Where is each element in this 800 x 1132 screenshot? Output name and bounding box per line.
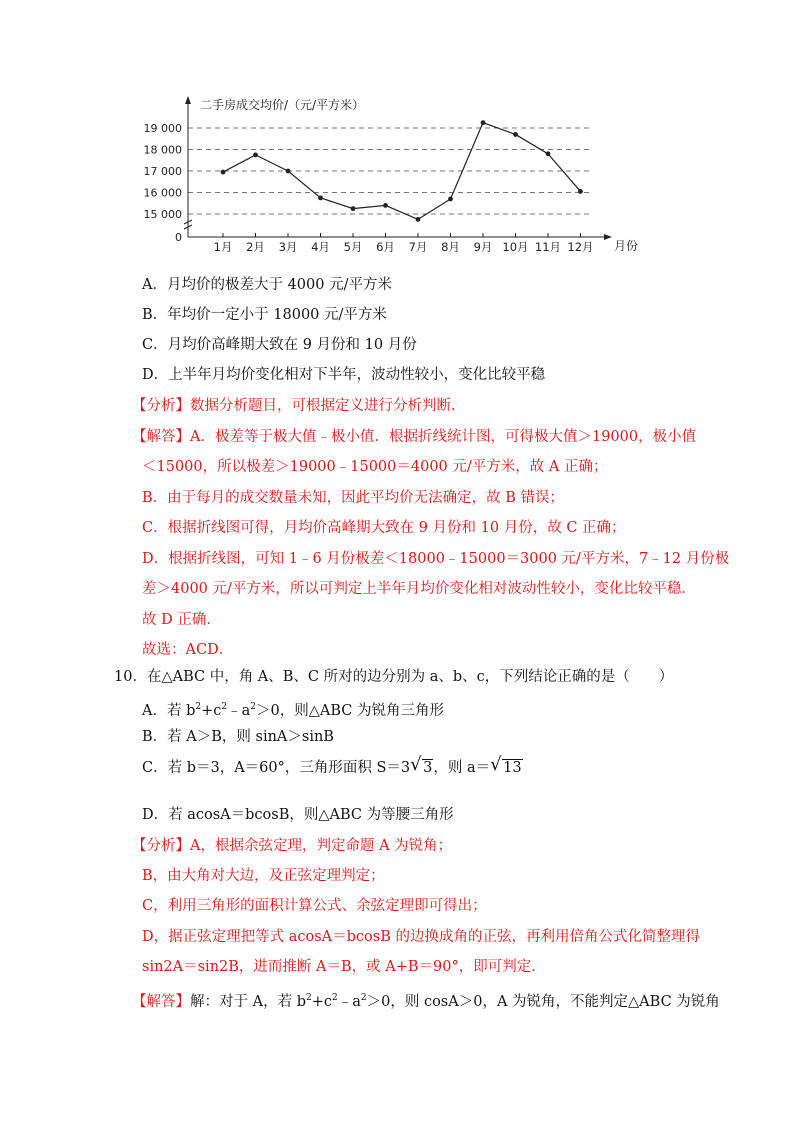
q9-option-d: D．上半年月均价变化相对下半年，波动性较小，变化比较平稳 [142,367,546,383]
x-tick-label: 6月 [376,240,395,254]
y-tick-label: 19 000 [143,122,182,135]
line-chart [143,92,650,262]
q10-solution-line-1 [132,988,720,1012]
analysis-tag: 【分析】 [132,398,190,414]
sqrt-3 [410,754,433,778]
q9-answer-line-7: 故 D 正确． [142,612,221,628]
q9-answer-line-1 [132,427,696,447]
q10-option-c [142,754,523,778]
radical-sign: √ [410,754,422,775]
x-tick-label: 10月 [502,240,529,254]
q10-option-b: B．若 A＞B，则 sinA＞sinB [142,729,334,745]
q10-stem: 10．在△ABC 中，角 A、B、C 所对的边分别为 a、b、c，下列结论正确的是（ ） [114,669,674,685]
q9-option-b: B．年均价一定小于 18000 元/平方米 [142,307,387,323]
x-axis-arrow [604,234,612,240]
data-point [481,120,486,125]
q10-analysis-line-1 [132,836,452,856]
y-tick-label: 17 000 [143,165,182,178]
data-point [286,169,291,174]
text: 解：对于 A，若 b [190,994,306,1010]
q9-option-a: A．月均价的极差大于 4000 元/平方米 [142,277,392,293]
superscript: 2 [221,702,228,712]
y-tick-label: 16 000 [143,186,182,200]
data-point [253,152,258,157]
q10-option-a [142,697,444,721]
q9-answer-line-8: 故选：ACD． [142,642,234,658]
text: +c [311,994,332,1010]
x-tick-label: 7月 [408,240,428,254]
text: ＞0，则 cosA＞0，A 为锐角，不能判定△ABC 为锐角 [366,994,720,1010]
data-point [383,203,388,208]
data-point [546,151,551,156]
sqrt-13 [490,754,522,778]
series-line [223,123,581,220]
analysis-text: A，根据余弦定理，判定命题 A 为锐角； [190,838,453,854]
data-point [513,132,518,137]
superscript: 2 [250,702,257,712]
x-tick-label: 1月 [213,240,233,254]
data-point [318,195,323,200]
text: ﹣a [337,994,361,1010]
x-tick-label: 9月 [473,240,493,254]
q10-analysis-line-3: C，利用三角形的面积计算公式、余弦定理即可得出； [142,898,487,914]
data-point [416,217,421,222]
text: +c [201,703,222,719]
answer-tag: 【解答】 [132,429,190,445]
y-tick-label: 15 000 [143,208,182,221]
superscript: 2 [332,993,338,1003]
text: ，则 a＝ [433,760,491,776]
data-point [351,206,356,211]
data-point [578,189,583,194]
q9-answer-line-4: C．根据折线图可得，月均价高峰期大致在 9 月份和 10 月份，故 C 正确； [142,520,626,536]
analysis-tag: 【分析】 [132,838,190,854]
q10-analysis-line-5: sin2A＝sin2B，进而推断 A＝B，或 A+B＝90°，即可判定． [142,959,546,975]
q9-answer-line-6: 差＞4000 元/平方米，所以可判定上半年月均价变化相对波动性较小，变化比较平稳． [142,581,696,597]
superscript: 2 [305,993,312,1003]
analysis-text: 数据分析题目，可根据定义进行分析判断. [190,398,456,414]
q9-analysis [132,396,456,416]
y-axis-arrow [185,96,191,104]
x-tick-label: 2月 [246,240,265,254]
q10-analysis-line-4: D，据正弦定理把等式 acosA＝bcosB 的边换成角的正弦，再利用倍角公式化简整理得 [142,929,700,945]
q9-answer-line-2: ＜15000，所以极差＞19000﹣15000＝4000 元/平方米，故 A 正确； [142,459,608,475]
data-point [221,170,226,175]
y-tick-label: 18 000 [143,143,182,157]
radicand: 3 [423,760,433,776]
x-tick-label: 11月 [534,240,562,254]
radical-sign: √ [490,754,502,775]
text: A．若 b [142,703,196,719]
radicand: 13 [503,760,522,776]
q9-answer-line-3: B．由于每月的成交数量未知，因此平均价无法确定，故 B 错误； [142,490,565,506]
q9-option-c: C．月均价高峰期大致在 9 月份和 10 月份 [142,337,417,353]
x-tick-label: 4月 [311,240,330,254]
x-tick-label: 8月 [441,240,460,254]
q10-option-d: D．若 acosA＝bcosB，则△ABC 为等腰三角形 [142,807,454,823]
x-axis-label: 月份 [614,239,639,253]
x-tick-label: 3月 [278,240,298,254]
superscript: 2 [195,702,202,712]
text: ＞0，则△ABC 为锐角三角形 [256,703,444,719]
x-tick-label: 5月 [343,240,363,254]
answer-text: A．极差等于极大值﹣极小值．根据折线统计图，可得极大值＞19000，极小值 [190,429,697,445]
data-point [448,197,453,202]
answer-tag: 【解答】 [132,994,190,1010]
superscript: 2 [360,993,367,1003]
y-axis-label: 二手房成交均价/（元/平方米） [200,98,365,112]
q9-answer-line-5: D．根据折线图，可知 1﹣6 月份极差＜18000﹣15000＝3000 元/平方米，7﹣12 月份极 [142,551,730,567]
text: ﹣a [227,703,251,719]
x-tick-label: 12月 [567,240,594,254]
y-tick-label: 0 [175,231,182,244]
q10-analysis-line-2: B，由大角对大边，及正弦定理判定； [142,868,385,884]
text: C．若 b＝3，A＝60°，三角形面积 S＝3 [142,760,411,776]
